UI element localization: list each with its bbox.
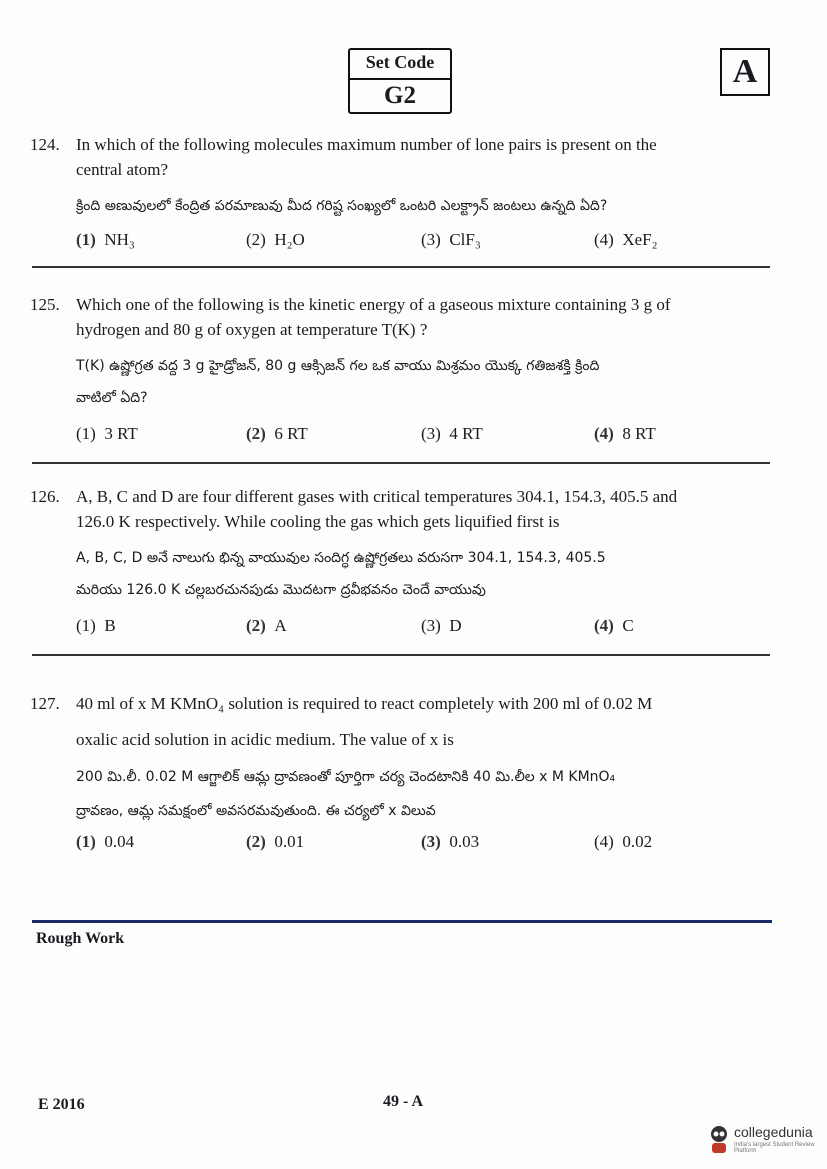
divider [32,266,770,268]
option-4: (4) XeF₂ [594,230,658,249]
option-2: (2) H₂O [246,230,305,249]
question-english-cont: central atom? [76,160,169,179]
question-english: Which one of the following is the kinetic energy of a gaseous mixture containing 3 g of [76,295,671,314]
question-127-telugu: 200 మి.లీ. 0.02 M ఆగ్జాలిక్ ఆమ్ల ద్రావణంతో పూర్తిగా చర్య చెందటానికి 40 మి.లీల x M KMnO₄ ద్రావణం, ఆమ్ల సమక్షంలో అవసరమవుతుంది. ఈ చర్యలో x విలువ [76,769,616,819]
option-4: (4) 8 RT [594,424,656,443]
divider [32,462,770,464]
option-2: (2) A [246,616,287,635]
page-number: 49 - A [383,1093,423,1110]
question-124 [30,132,772,182]
question-english-cont: oxalic acid solution in acidic medium. The value of x is [76,730,454,749]
set-code-box [348,48,452,114]
brand-tagline: India's largest Student Review Platform [734,1142,815,1154]
question-125-telugu: T(K) ఉష్ణోగ్రత వద్ద 3 g హైడ్రోజన్, 80 g ఆక్సిజన్ గల ఒక వాయు మిశ్రమం యొక్క గతిజశక్తి క్రింది వాటిలో ఏది? [76,358,600,406]
question-number: 126. [30,487,60,506]
option-3: (3) 0.03 [421,832,480,851]
question-127 [30,686,772,758]
rough-work-divider [32,920,772,923]
option-1: (1) 3 RT [76,424,138,443]
series-box: A [720,48,770,96]
question-number: 124. [30,135,60,154]
question-english-cont: 126.0 K respectively. While cooling the gas which gets liquified first is [76,512,560,531]
question-number: 125. [30,295,60,314]
question-125 [30,292,772,342]
question-english-cont: hydrogen and 80 g of oxygen at temperature T(K) ? [76,320,428,339]
set-code-label: Set Code [365,52,435,72]
question-english: In which of the following molecules maximum number of lone pairs is present on the [76,135,657,154]
question-english: 40 ml of x M KMnO₄ solution is required to react completely with 200 ml of 0.02 M [76,694,653,713]
question-126-telugu: A, B, C, D అనే నాలుగు భిన్న వాయువుల సందిగ్ధ ఉష్ణోగ్రతలు వరుసగా 304.1, 154.3, 405.5 మరియు 126.0 K చల్లబరచునపుడు మొదటగా ద్రవీభవనం చెందే వాయువు [76,550,606,598]
question-english: A, B, C and D are four different gases with critical temperatures 304.1, 154.3, 405.5 and [76,487,678,506]
divider [32,654,770,656]
rough-work-label: Rough Work [36,930,125,947]
brand-name: collegedunia [734,1124,813,1140]
option-2: (2) 0.01 [246,832,305,851]
option-1: (1) B [76,616,116,635]
option-4: (4) C [594,616,634,635]
question-124-telugu: క్రింది అణువులలో కేంద్రిత పరమాణువు మీద గరిష్ట సంఖ్యలో ఒంటరి ఎలక్ట్రాన్ జంటలు ఉన్నది ఏది? [76,198,608,214]
option-3: (3) ClF₃ [421,230,481,249]
exam-label: E 2016 [38,1096,85,1113]
collegedunia-watermark [708,1120,823,1160]
question-number: 127. [30,694,60,713]
option-1: (1) 0.04 [76,832,135,851]
option-2: (2) 6 RT [246,424,308,443]
option-1: (1) NH₃ [76,230,135,249]
option-3: (3) D [421,616,462,635]
mascot-icon [708,1124,730,1154]
option-3: (3) 4 RT [421,424,483,443]
set-code-value: G2 [350,78,450,112]
question-126 [30,484,772,534]
option-4: (4) 0.02 [594,832,653,851]
